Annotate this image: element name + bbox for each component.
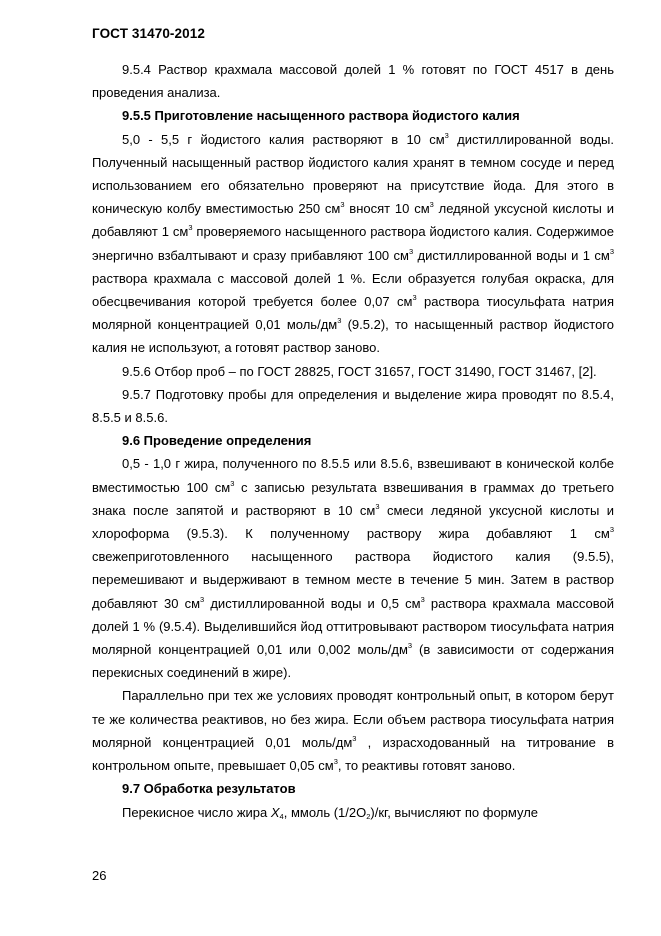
document-code-header: ГОСТ 31470-2012 xyxy=(92,26,205,41)
heading-9-7: 9.7 Обработка результатов xyxy=(122,781,296,797)
paragraph-9-5-6: 9.5.6 Отбор проб – по ГОСТ 28825, ГОСТ 31657, ГОСТ 31490, ГОСТ 31467, [2]. xyxy=(122,363,597,379)
heading-9-6: 9.6 Проведение определения xyxy=(122,433,312,449)
paragraph-9-5-4: 9.5.4 Раствор крахмала массовой долей 1 % готовят по ГОСТ 4517 в день проведения анализа. xyxy=(92,62,614,101)
page-number: 26 xyxy=(92,868,107,883)
heading-9-5-5: 9.5.5 Приготовление насыщенного раствора йодистого калия xyxy=(122,108,520,124)
document-body xyxy=(92,58,614,824)
paragraph-9-6-control: Параллельно при тех же условиях проводят контрольный опыт, в котором берут те же количества реактивов, но без жира. Если объем раствора тиосульфата натрия молярной концентрацией 0,01 моль/$дм^3$ , израсходованный на титрование в контрольном опыте, превышает 0,05 $см^3$, то реактивы готовят заново. xyxy=(92,688,614,774)
paragraph-9-5-5: 5,0 - 5,5 г йодистого калия растворяют в 10 $см^3$ дистиллированной воды. Полученный насыщенный раствор йодистого калия хранят в темном сосуде и перед использованием его обязательно проверяют на присутствие йода. Для этого в коническую колбу вместимостью 250 $см^3$ вносят 10 $см^3$ ледяной уксусной кислоты и добавляют 1 $см^3$ проверяемого насыщенного раствора йодистого калия. Содержимое энергично взбалтывают и сразу прибавляют 100 $см^3$ дистиллированной воды и 1 $см^3$ раствора крахмала с массовой долей 1 %. Если образуется голубая окраска, для обесцвечивания которой требуется более 0,07 $см^3$ раствора тиосульфата натрия молярной концентрацией 0,01 моль/$дм^3$ (9.5.2), то насыщенный раствор йодистого калия не используют, а готовят раствор заново. xyxy=(92,130,614,356)
paragraph-9-6-procedure: 0,5 - 1,0 г жира, полученного по 8.5.5 или 8.5.6, взвешивают в конической колбе вместимостью 100 $см^3$ с записью результата взвешивания в граммах до третьего знака после запятой и растворяют в 10 $см^3$ смеси ледяной уксусной кислоты и хлороформа (9.5.3). К полученному раствору жира добавляют 1 $см^3$ свежеприготовленного насыщенного раствора йодистого калия (9.5.5), перемешивают и выдерживают в темном месте в течение 5 мин. Затем в раствор добавляют 30 $см^3$ дистиллированной воды и 0,5 $см^3$ раствора крахмала массовой долей 1 % (9.5.4). Выделившийся йод оттитровывают раствором тиосульфата натрия молярной концентрацией 0,01 или 0,002 моль/$дм^3$ (в зависимости от содержания перекисных соединений в жире). xyxy=(92,456,615,681)
paragraph-9-5-7: 9.5.7 Подготовку пробы для определения и выделение жира проводят по 8.5.4, 8.5.5 и 8.5.6. xyxy=(92,386,614,426)
paragraph-9-7: Перекисное число жира $X_4$, ммоль $(1/2O_2)/кг$, вычисляют по формуле xyxy=(122,804,539,821)
